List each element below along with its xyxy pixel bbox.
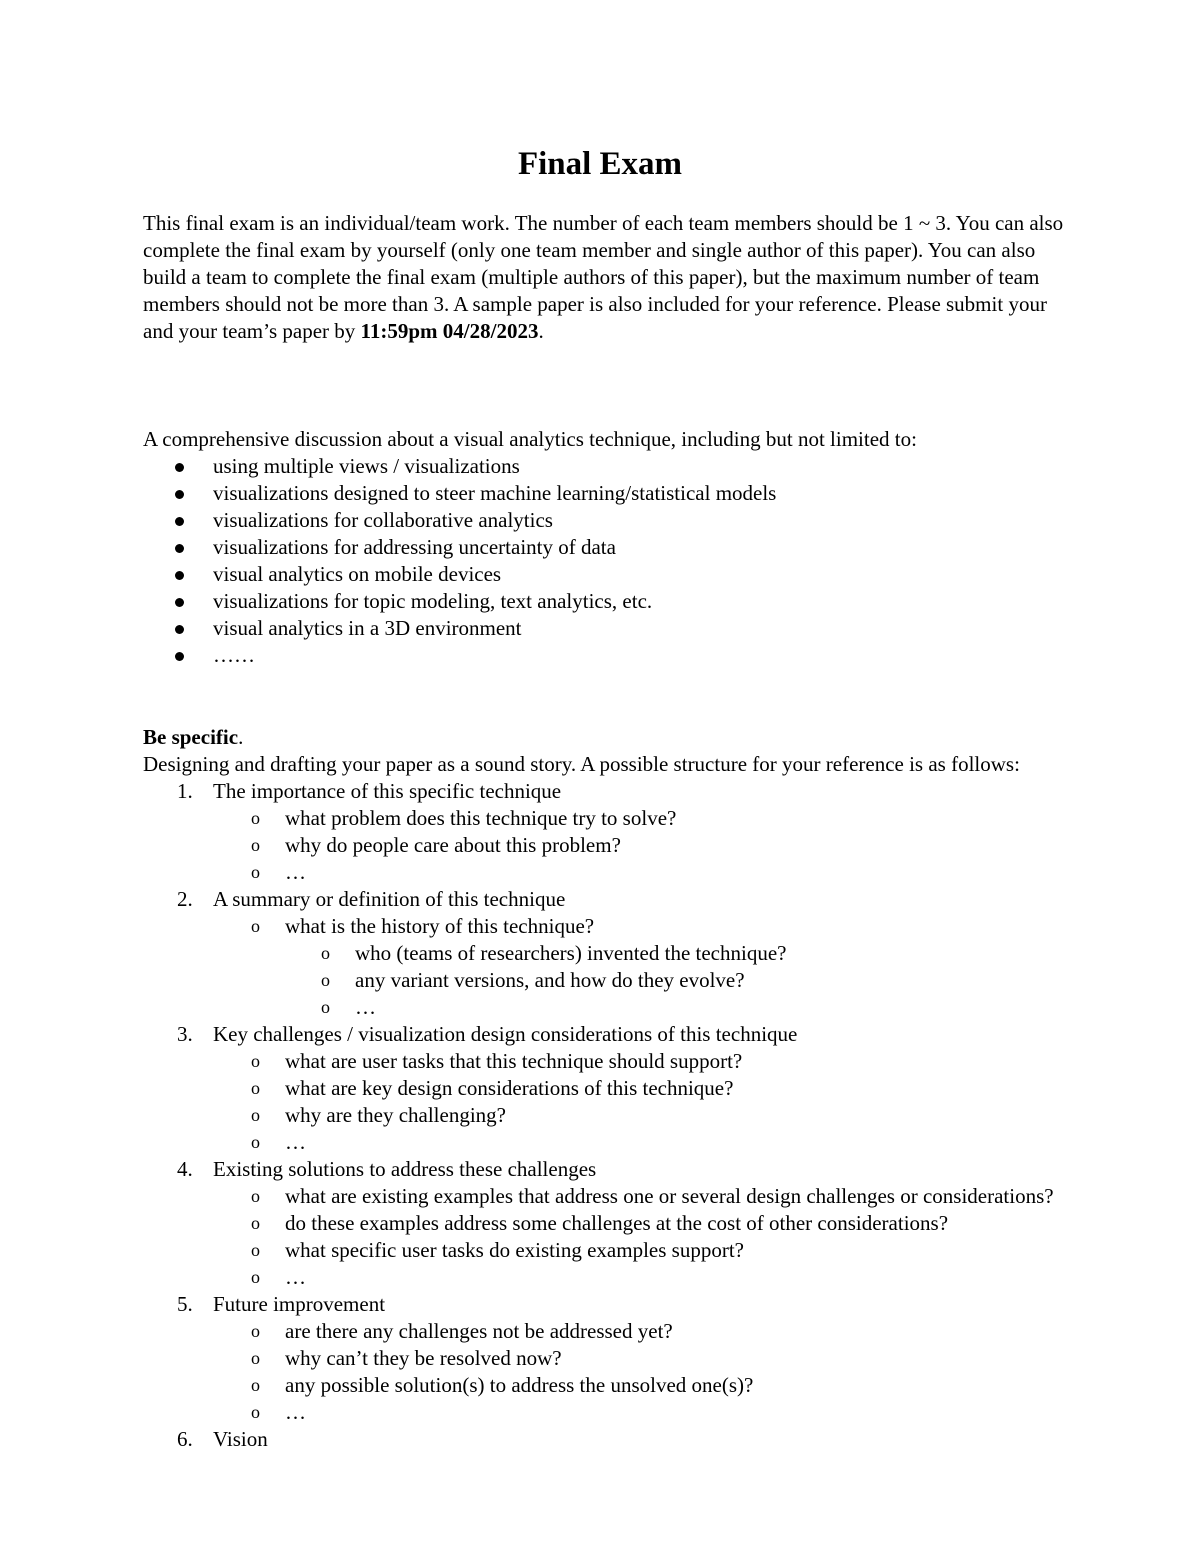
bullet-icon — [175, 544, 184, 553]
sub-list — [213, 1183, 1073, 1291]
bullet-icon — [175, 490, 184, 499]
list-item — [143, 561, 1073, 588]
sub-item — [213, 1048, 1073, 1075]
circle-bullet-icon: o — [251, 1348, 260, 1368]
circle-bullet-icon: o — [251, 835, 260, 855]
structure-item-label: Future improvement — [213, 1292, 386, 1316]
sub-item-text: what specific user tasks do existing examples support? — [285, 1238, 744, 1262]
list-item — [143, 534, 1073, 561]
list-item — [143, 453, 1073, 480]
circle-bullet-icon: o — [251, 862, 260, 882]
structure-section — [143, 751, 1073, 1453]
structure-item-label: Key challenges / visualization design considerations of this technique — [213, 1022, 798, 1046]
list-item — [143, 642, 1073, 669]
list-item-text: visualizations for topic modeling, text analytics, etc. — [213, 589, 653, 613]
list-item-text: visualizations for addressing uncertainty of data — [213, 535, 616, 559]
sub-item — [213, 832, 1073, 859]
list-item — [143, 588, 1073, 615]
intro-paragraph — [143, 210, 1073, 345]
nested-sub-item — [285, 940, 1073, 967]
sub-list — [213, 1048, 1073, 1156]
list-item — [143, 507, 1073, 534]
nested-sub-item-text: … — [355, 995, 376, 1019]
circle-bullet-icon: o — [321, 997, 330, 1017]
circle-bullet-icon: o — [251, 1132, 260, 1152]
list-number: 6. — [177, 1427, 193, 1451]
deadline: 11:59pm 04/28/2023 — [360, 319, 539, 343]
list-number: 2. — [177, 887, 193, 911]
list-item-text: visualizations designed to steer machine learning/statistical models — [213, 481, 777, 505]
structure-item-6 — [143, 1426, 1073, 1453]
topics-lead: A comprehensive discussion about a visual analytics technique, including but not limited to: — [143, 427, 917, 451]
list-number: 1. — [177, 779, 193, 803]
circle-bullet-icon: o — [251, 1240, 260, 1260]
circle-bullet-icon: o — [321, 970, 330, 990]
sub-item — [213, 859, 1073, 886]
circle-bullet-icon: o — [251, 1402, 260, 1422]
sub-item — [213, 913, 1073, 1021]
sub-item — [213, 1345, 1073, 1372]
nested-sub-item-text: who (teams of researchers) invented the technique? — [355, 941, 787, 965]
circle-bullet-icon: o — [251, 916, 260, 936]
structure-item-label: The importance of this specific technique — [213, 779, 562, 803]
circle-bullet-icon: o — [251, 1078, 260, 1098]
list-item-text: using multiple views / visualizations — [213, 454, 520, 478]
structure-item-label: A summary or definition of this technique — [213, 887, 566, 911]
sub-item — [213, 1237, 1073, 1264]
circle-bullet-icon: o — [251, 808, 260, 828]
list-number: 4. — [177, 1157, 193, 1181]
structure-item-1 — [143, 778, 1073, 886]
bullet-icon — [175, 598, 184, 607]
nested-sub-list — [285, 940, 1073, 1021]
sub-item-text: … — [285, 860, 306, 884]
sub-list — [213, 805, 1073, 886]
specific-heading-end: . — [238, 725, 244, 749]
circle-bullet-icon: o — [251, 1375, 260, 1395]
sub-item-text: do these examples address some challenges at the cost of other considerations? — [285, 1211, 949, 1235]
list-number: 3. — [177, 1022, 193, 1046]
circle-bullet-icon: o — [251, 1186, 260, 1206]
list-item — [143, 480, 1073, 507]
sub-item-text: why do people care about this problem? — [285, 833, 621, 857]
nested-sub-item-text: any variant versions, and how do they evolve? — [355, 968, 745, 992]
sub-item-text: any possible solution(s) to address the unsolved one(s)? — [285, 1373, 754, 1397]
sub-item — [213, 1183, 1073, 1210]
circle-bullet-icon: o — [251, 1213, 260, 1233]
sub-item — [213, 805, 1073, 832]
sub-item-text: why can’t they be resolved now? — [285, 1346, 562, 1370]
structure-list — [143, 778, 1073, 1453]
circle-bullet-icon: o — [251, 1267, 260, 1287]
specific-heading — [143, 724, 1073, 751]
list-item-text: visual analytics on mobile devices — [213, 562, 502, 586]
bullet-icon — [175, 652, 184, 661]
sub-item-text: why are they challenging? — [285, 1103, 506, 1127]
sub-item-text: what is the history of this technique? — [285, 914, 595, 938]
structure-item-label: Existing solutions to address these challenges — [213, 1157, 597, 1181]
sub-item-text: … — [285, 1400, 306, 1424]
topics-section — [143, 426, 1073, 669]
sub-item — [213, 1075, 1073, 1102]
specific-heading-text: Be specific — [143, 725, 239, 749]
sub-item-text: what are user tasks that this technique should support? — [285, 1049, 743, 1073]
sub-item — [213, 1318, 1073, 1345]
nested-sub-item — [285, 994, 1073, 1021]
sub-item — [213, 1210, 1073, 1237]
structure-intro: Designing and drafting your paper as a sound story. A possible structure for your reference is as follows: — [143, 752, 1020, 776]
topics-list — [143, 453, 1073, 669]
list-number: 5. — [177, 1292, 193, 1316]
structure-item-2 — [143, 886, 1073, 1021]
sub-item-text: … — [285, 1265, 306, 1289]
circle-bullet-icon: o — [251, 1051, 260, 1071]
bullet-icon — [175, 463, 184, 472]
sub-item — [213, 1129, 1073, 1156]
circle-bullet-icon: o — [321, 943, 330, 963]
sub-list — [213, 1318, 1073, 1426]
structure-item-3 — [143, 1021, 1073, 1156]
sub-list — [213, 913, 1073, 1021]
page-title: Final Exam — [517, 146, 683, 182]
sub-item-text: what are existing examples that address one or several design challenges or considerations? — [285, 1184, 1054, 1208]
bullet-icon — [175, 517, 184, 526]
sub-item — [213, 1372, 1073, 1399]
sub-item-text: are there any challenges not be addressed yet? — [285, 1319, 673, 1343]
sub-item — [213, 1102, 1073, 1129]
list-item-text: visualizations for collaborative analytics — [213, 508, 553, 532]
structure-item-4 — [143, 1156, 1073, 1291]
list-item-text: visual analytics in a 3D environment — [213, 616, 522, 640]
list-item-text: …… — [213, 643, 255, 667]
sub-item-text: … — [285, 1130, 306, 1154]
sub-item-text: what are key design considerations of this technique? — [285, 1076, 734, 1100]
intro-end: . — [538, 319, 544, 343]
list-item — [143, 615, 1073, 642]
circle-bullet-icon: o — [251, 1105, 260, 1125]
bullet-icon — [175, 625, 184, 634]
structure-item-label: Vision — [213, 1427, 268, 1451]
sub-item — [213, 1399, 1073, 1426]
structure-item-5 — [143, 1291, 1073, 1426]
nested-sub-item — [285, 967, 1073, 994]
circle-bullet-icon: o — [251, 1321, 260, 1341]
bullet-icon — [175, 571, 184, 580]
sub-item — [213, 1264, 1073, 1291]
intro-text: This final exam is an individual/team work. The number of each team members should be 1 ~ 3. You can also complete the final exam by yourself (only one team member and single author of this paper). You can also build a team to complete the final exam (multiple authors of this paper), but the maximum number of team members should not be more than 3. A sample paper is also included for your reference. Please submit your and your team’s paper by — [143, 211, 1064, 343]
sub-item-text: what problem does this technique try to solve? — [285, 806, 677, 830]
